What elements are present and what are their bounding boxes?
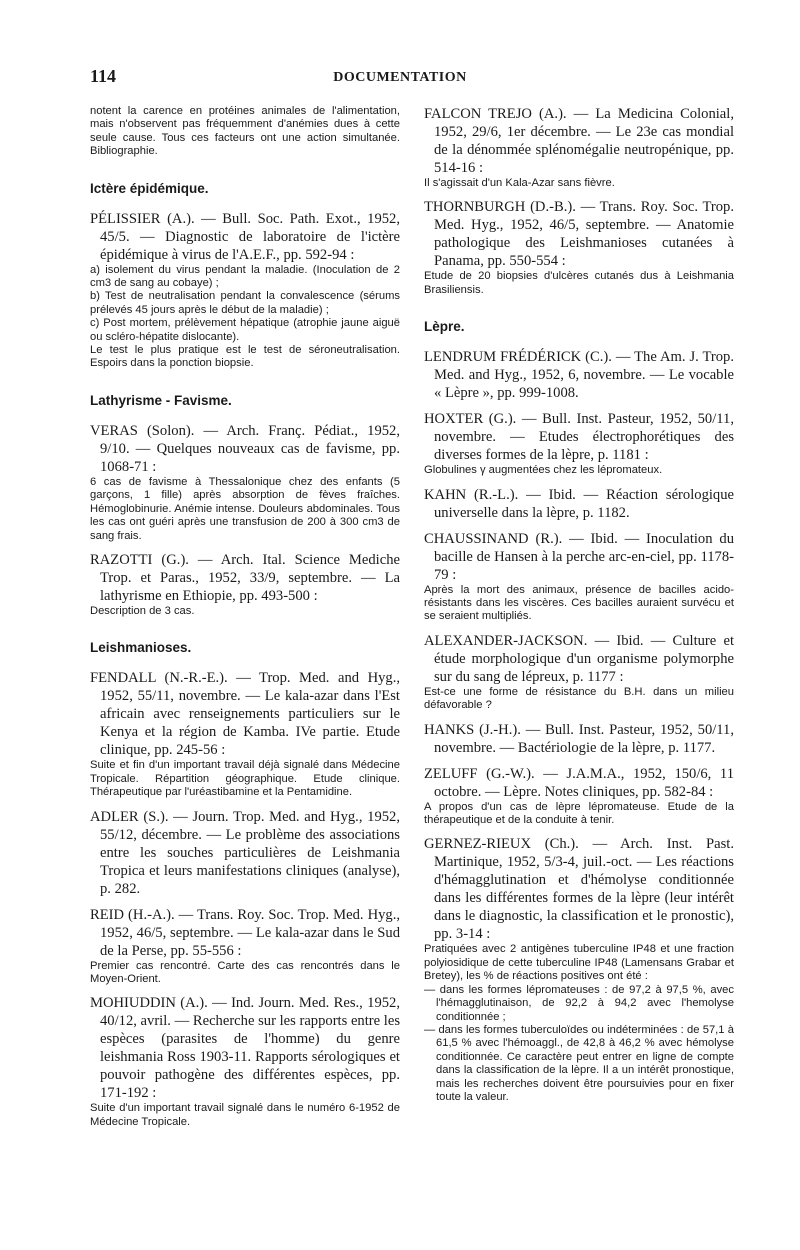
citation: MOHIUDDIN (A.). — Ind. Journ. Med. Res., 1952, 40/12, avril. — Recherche sur les rapports entre les espèces (parasites de l'homme) du genre leishmania Ross 1903-11. Rapports sérologiques et pouvoir pathogène des différentes espèces, pp. 171-192 : — [90, 995, 400, 1102]
citation: LENDRUM FRÉDÉRICK (C.). — The Am. J. Trop. Med. and Hyg., 1952, 6, novembre. — Le vocable « Lèpre », pp. 999-1008. — [424, 349, 734, 402]
section-heading: Lathyrisme - Favisme. — [90, 392, 232, 408]
section — [90, 393, 400, 618]
bibliography-entry — [424, 721, 734, 757]
citation: RAZOTTI (G.). — Arch. Ital. Science Mediche Trop. et Paras., 1952, 33/9, septembre. — La lathyrisme en Ethiopie, pp. 493-500 : — [90, 551, 400, 604]
summary-paragraph: Description de 3 cas. — [90, 604, 195, 617]
citation: THORNBURGH (D.-B.). — Trans. Roy. Soc. Trop. Med. Hyg., 1952, 46/5, septembre. — Anatomie pathologique des Leishmanioses cutanées à Panama, pp. 550-554 : — [424, 199, 734, 270]
page-number: 114 — [90, 66, 117, 86]
summary-paragraph: a) isolement du virus pendant la maladie. (Inoculation de 2 cm3 de sang au cobaye) ; — [90, 263, 400, 290]
section — [424, 105, 734, 297]
summary-paragraph: Premier cas rencontré. Carte des cas rencontrés dans le Moyen-Orient. — [90, 959, 400, 985]
citation: ZELUFF (G.-W.). — J.A.M.A., 1952, 150/6, 11 octobre. — Lèpre. Notes cliniques, pp. 582-84 : — [424, 765, 734, 800]
summary-paragraph: Est-ce une forme de résistance du B.H. dans un milieu défavorable ? — [424, 685, 734, 712]
bibliography-entry — [424, 835, 734, 1104]
summary — [424, 584, 734, 624]
bibliography-entry — [424, 530, 734, 624]
citation: KAHN (R.-L.). — Ibid. — Réaction sérologique universelle dans la lèpre, p. 1182. — [424, 486, 734, 521]
bibliography-entry — [90, 551, 400, 618]
section — [90, 181, 400, 371]
summary — [424, 801, 734, 828]
citation: ALEXANDER-JACKSON. — Ibid. — Culture et étude morphologique d'un organisme polymorphe sur du sang de lépreux, p. 1177 : — [424, 632, 734, 685]
summary — [90, 960, 400, 987]
bibliography-entry — [424, 410, 734, 477]
running-title: DOCUMENTATION — [333, 70, 467, 85]
section-heading: Leishmanioses. — [90, 640, 192, 656]
summary-paragraph: Pratiquées avec 2 antigènes tuberculine IP48 et une fraction polyiosidique de cette tuberculine IP48 (Lamensans Grabar et Bretey), les % de réactions positives ont été : — [424, 943, 734, 983]
citation: FENDALL (N.-R.-E.). — Trop. Med. and Hyg., 1952, 55/11, novembre. — Le kala-azar dans l'Est africain avec renseignements particuliers sur le Kenya et la région de Kamba. IVe partie. Etude clinique, pp. 245-56 : — [90, 670, 400, 759]
bibliography-entry — [90, 994, 400, 1129]
bibliography-entry — [424, 198, 734, 297]
summary — [90, 264, 400, 371]
summary-paragraph: — dans les formes lépromateuses : de 97,2 à 97,5 %, avec l'hémagglutinaison, de 92,2 à 94,2 avec l'hemolyse conditionnée ; — [424, 983, 734, 1023]
summary-paragraph: c) Post mortem, prélèvement hépatique (atrophie jaune aiguë ou scléro-hépatite dislocante). — [90, 317, 400, 343]
bibliography-entry — [90, 210, 400, 371]
bibliography-entry — [424, 105, 734, 190]
citation: HOXTER (G.). — Bull. Inst. Pasteur, 1952, 50/11, novembre. — Etudes électrophorétiques des diverses formes de la lèpre, p. 1181 : — [424, 411, 734, 464]
summary-paragraph: Globulines γ augmentées chez les lépromateux. — [424, 464, 663, 477]
citation: FALCON TREJO (A.). — La Medicina Colonial, 1952, 29/6, 1er décembre. — Le 23e cas mondial de la dénommée splénomégalie neutropénique, pp. 514-16 : — [424, 106, 734, 176]
bibliography-entry — [424, 348, 734, 402]
section-heading: Lèpre. — [424, 319, 465, 335]
summary — [424, 686, 734, 713]
summary-paragraph: Etude de 20 biopsies d'ulcères cutanés dus à Leishmania Brasiliensis. — [424, 270, 734, 296]
section — [424, 319, 734, 1104]
summary — [424, 943, 734, 1104]
summary — [90, 759, 400, 799]
summary — [90, 476, 400, 543]
summary — [90, 605, 400, 618]
bibliography-entry — [424, 765, 734, 828]
summary-paragraph: b) Test de neutralisation pendant la convalescence (sérums prélevés 45 jours après le début de la maladie) ; — [90, 290, 400, 316]
section — [90, 640, 400, 1129]
summary-paragraph: A propos d'un cas de lèpre lépromateuse. Etude de la thérapeutique et de la conduite à tenir. — [424, 800, 734, 827]
summary — [424, 177, 734, 190]
summary-paragraph: — dans les formes tuberculoïdes ou indéterminées : de 57,1 à 61,5 % avec l'hémoaggl., de 42,8 à 46,2 % avec hémolyse conditionnée. Ce caractère peut entrer en ligne de compte dans la classification de la lèpre. Il a un intérêt pronostique, mais les recherches doivent être poursuivies pour en fixer toute la valeur. — [424, 1023, 734, 1103]
bibliography-entry — [90, 808, 400, 898]
right-column — [424, 105, 734, 1112]
bibliography-entry — [90, 906, 400, 987]
summary-paragraph: Suite d'un important travail signalé dans le numéro 6-1952 de Médecine Tropicale. — [90, 1102, 400, 1128]
bibliography-entry — [424, 632, 734, 713]
bibliography-entry — [90, 669, 400, 799]
citation: CHAUSSINAND (R.). — Ibid. — Inoculation du bacille de Hansen à la perche arc-en-ciel, pp. 1178-79 : — [424, 530, 734, 583]
bibliography-entry — [90, 422, 400, 543]
citation: HANKS (J.-H.). — Bull. Inst. Pasteur, 1952, 50/11, novembre. — Bactériologie de la lèpre, p. 1177. — [424, 721, 734, 756]
summary — [90, 1102, 400, 1129]
section-heading: Ictère épidémique. — [90, 180, 209, 196]
summary-paragraph: Suite et fin d'un important travail déjà signalé dans Médecine Tropicale. Répartition géographique. Etude clinique. Thérapeutique par l'uréastibamine et la Pentamidine. — [90, 759, 400, 799]
citation: VERAS (Solon). — Arch. Franç. Pédiat., 1952, 9/10. — Quelques nouveaux cas de favisme, pp. 1068-71 : — [90, 422, 400, 475]
summary-paragraph: Le test le plus pratique est le test de séroneutralisation. Espoirs dans la ponction biopsie. — [90, 344, 400, 370]
summary-paragraph: 6 cas de favisme à Thessalonique chez des enfants (5 garçons, 1 fille) après absorption de fèves fraîches. Hémoglobinurie. Anémie intense. Douleurs abdominales. Tous les cas ont guéri après une transfusion de 200 à 300 cm3 de sang frais. — [90, 475, 400, 542]
citation: REID (H.-A.). — Trans. Roy. Soc. Trop. Med. Hyg., 1952, 46/5, septembre. — Le kala-azar dans le Sud de la Perse, pp. 55-556 : — [90, 906, 400, 959]
citation: ADLER (S.). — Journ. Trop. Med. and Hyg., 1952, 55/12, décembre. — Le problème des associations entre les souches particulières de Leishmania Tropica et leurs manifestations cliniques (analyse), p. 282. — [90, 808, 400, 897]
intro-text: notent la carence en protéines animales de l'alimentation, mais n'observent pas fréquemment d'anémies dues à cette seule cause. Tous ces facteurs ont une action simultanée. Bibliographie. — [90, 105, 400, 158]
summary-paragraph: Il s'agissait d'un Kala-Azar sans fièvre. — [424, 177, 615, 189]
left-column — [90, 105, 400, 1137]
bibliography-entry — [424, 486, 734, 522]
citation: PÉLISSIER (A.). — Bull. Soc. Path. Exot., 1952, 45/5. — Diagnostic de laboratoire de l'ictère épidémique à virus de l'A.E.F., pp. 592-94 : — [90, 210, 400, 263]
summary — [424, 270, 734, 297]
citation: GERNEZ-RIEUX (Ch.). — Arch. Inst. Past. Martinique, 1952, 5/3-4, juil.-oct. — Les réactions d'hémagglutination et d'hémolyse conditionnée dans les différentes formes de la lèpre (leur intérêt dans le diagnostic, la classification et le pronostic), pp. 3-14 : — [424, 836, 734, 943]
summary-paragraph: Après la mort des animaux, présence de bacilles acido-résistants dans les viscères. Ces bacilles auraient survécu et se seraient multipliés. — [424, 583, 734, 623]
summary — [424, 464, 734, 477]
page-header — [0, 66, 800, 90]
